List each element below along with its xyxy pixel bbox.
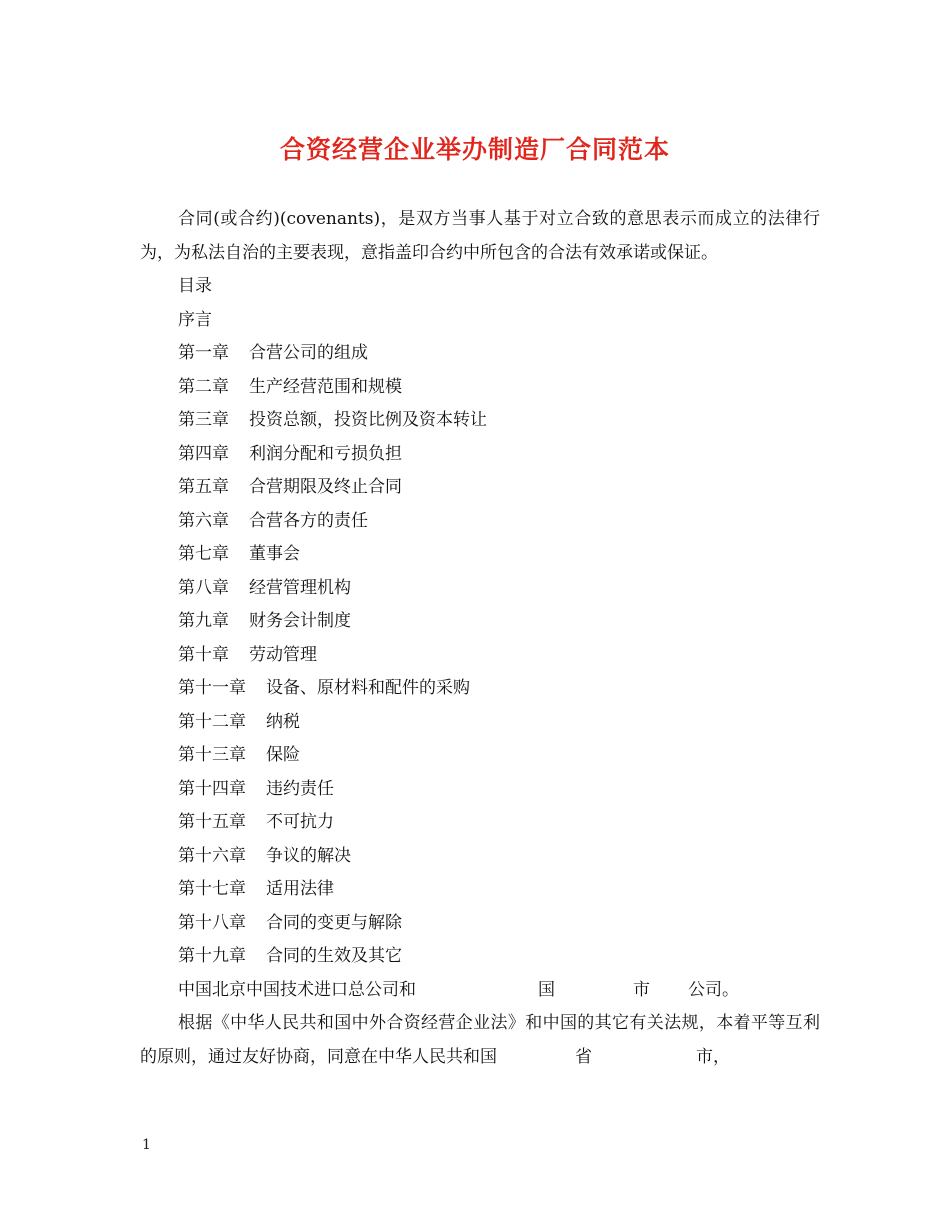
toc-chapter-number: 第九章: [178, 611, 229, 631]
toc-item: [140, 706, 820, 740]
toc-chapter-number: 第四章: [178, 443, 229, 464]
basis-part-1: 根据《中华人民共和国中外合资经营企业法》和中国的其它有关法规，本着平等互利的原则，通过友好协商，同意在中华人民共和国: [140, 1013, 820, 1067]
toc-chapter-number: 第十八章: [178, 912, 246, 933]
toc-chapter-number: 第三章: [178, 410, 229, 430]
toc-chapter-name: 纳税: [266, 711, 300, 732]
document-title: 合资经营企业举办制造厂合同范本: [279, 135, 670, 164]
toc-chapter-name: 合营各方的责任: [249, 510, 368, 531]
document-body: [140, 203, 820, 1074]
toc-item: [140, 773, 820, 807]
toc-chapter-name: 利润分配和亏损负担: [249, 443, 402, 464]
toc-item: [140, 639, 820, 673]
toc-chapter-name: 争议的解决: [266, 845, 351, 866]
toc-chapter-name: 设备、原材料和配件的采购: [266, 678, 470, 698]
toc-item: [140, 806, 820, 840]
toc-item: [140, 605, 820, 639]
toc-item: [140, 538, 820, 572]
toc-chapter-name: 不可抗力: [266, 812, 334, 832]
toc-chapter-number: 第七章: [178, 544, 229, 564]
toc-chapter-name: 合营期限及终止合同: [249, 477, 402, 497]
parties-part-1: 中国北京中国技术进口总公司和: [178, 979, 416, 1000]
toc-preface: 序言: [178, 309, 212, 330]
table-of-contents: [140, 337, 820, 974]
toc-heading: 目录: [178, 276, 212, 296]
toc-chapter-number: 第十四章: [178, 778, 246, 799]
basis-part-2: 省: [575, 1046, 592, 1067]
parties-part-3: 市: [633, 979, 650, 1000]
toc-item: [140, 438, 820, 472]
toc-item: [140, 672, 820, 706]
toc-chapter-name: 合营公司的组成: [249, 343, 368, 363]
intro-paragraph: 合同(或合约)(covenants)，是双方当事人基于对立合致的意思表示而成立的法律行为，为私法自治的主要表现，意指盖印合约中所包含的合法有效承诺或保证。: [140, 209, 820, 263]
toc-chapter-name: 生产经营范围和规模: [249, 376, 402, 397]
toc-item: [140, 337, 820, 371]
toc-item: [140, 873, 820, 907]
toc-item: [140, 739, 820, 773]
toc-chapter-name: 董事会: [249, 544, 300, 564]
toc-chapter-number: 第十一章: [178, 678, 246, 698]
toc-chapter-number: 第十五章: [178, 812, 246, 832]
toc-chapter-number: 第二章: [178, 376, 229, 397]
toc-chapter-number: 第十六章: [178, 845, 246, 866]
toc-chapter-number: 第十九章: [178, 946, 246, 966]
toc-chapter-name: 财务会计制度: [249, 611, 351, 631]
toc-chapter-number: 第五章: [178, 477, 229, 497]
parties-part-4: 公司。: [688, 979, 739, 1000]
toc-chapter-number: 第十七章: [178, 879, 246, 899]
parties-line: [140, 974, 820, 1008]
toc-item: [140, 940, 820, 974]
toc-item: [140, 471, 820, 505]
toc-item: [140, 907, 820, 941]
basis-part-3: 市，: [696, 1046, 730, 1067]
page-number: 1: [142, 1137, 151, 1153]
parties-part-2: 国: [538, 979, 555, 1000]
toc-chapter-number: 第十三章: [178, 745, 246, 765]
toc-item: [140, 840, 820, 874]
toc-chapter-name: 适用法律: [266, 879, 334, 899]
toc-item: [140, 371, 820, 405]
toc-chapter-name: 经营管理机构: [249, 577, 351, 598]
toc-chapter-name: 违约责任: [266, 778, 334, 799]
toc-chapter-name: 合同的变更与解除: [266, 912, 402, 933]
toc-chapter-number: 第十二章: [178, 711, 246, 732]
toc-chapter-number: 第一章: [178, 343, 229, 363]
toc-chapter-number: 第六章: [178, 510, 229, 531]
toc-item: [140, 505, 820, 539]
toc-item: [140, 572, 820, 606]
toc-chapter-name: 劳动管理: [249, 644, 317, 665]
toc-chapter-number: 第八章: [178, 577, 229, 598]
basis-paragraph: [140, 1007, 820, 1074]
toc-chapter-name: 投资总额，投资比例及资本转让: [249, 410, 487, 430]
toc-chapter-name: 保险: [266, 745, 300, 765]
toc-item: [140, 404, 820, 438]
toc-chapter-number: 第十章: [178, 644, 229, 665]
toc-chapter-name: 合同的生效及其它: [266, 946, 402, 966]
